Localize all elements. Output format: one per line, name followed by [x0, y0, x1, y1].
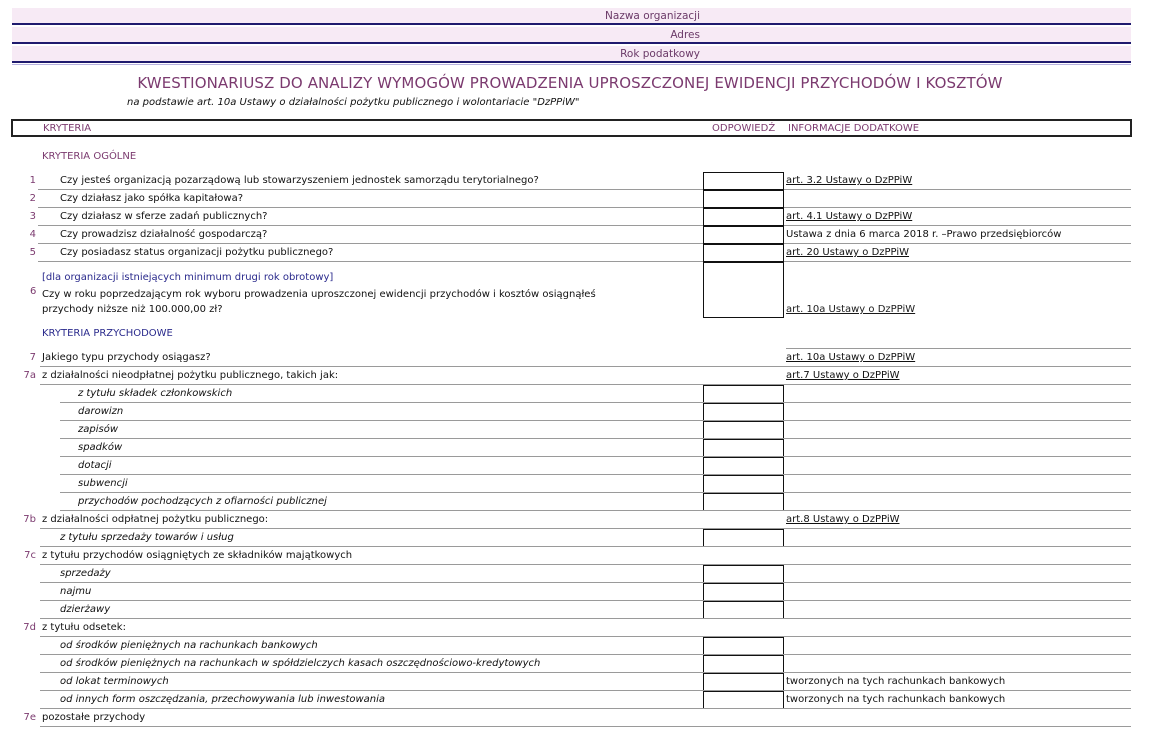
info-link[interactable]: art.8 Ustawy o DzPPiW — [786, 514, 900, 525]
row-number: 7b — [23, 514, 36, 525]
info-link[interactable]: art.7 Ustawy o DzPPiW — [786, 370, 900, 381]
revenue-row — [0, 583, 1155, 601]
row-question: subwencji — [78, 478, 128, 489]
revenue-row — [0, 511, 1155, 529]
info-text: tworzonych na tych rachunkach bankowych — [786, 676, 1006, 687]
address-label: Adres — [670, 29, 700, 41]
section-revenue: KRYTERIA PRZYCHODOWE — [42, 328, 173, 339]
row-question: najmu — [60, 586, 92, 597]
info-text: Ustawa z dnia 6 marca 2018 r. –Prawo przedsiębiorców — [786, 229, 1062, 240]
row-number: 7 — [29, 352, 36, 363]
row-question: z tytułu przychodów osiągniętych ze składników majątkowych — [42, 550, 353, 561]
row-question: Jakiego typu przychody osiągasz? — [42, 352, 211, 363]
row-number: 6 — [30, 286, 37, 297]
criteria-row — [0, 208, 1155, 226]
row-question: od środków pieniężnych na rachunkach bankowych — [60, 640, 318, 651]
row-divider — [38, 261, 703, 262]
row-question: przychodów pochodzących z ofiarności publicznej — [78, 496, 327, 507]
revenue-row — [0, 709, 1155, 727]
revenue-row — [0, 619, 1155, 637]
revenue-row — [0, 457, 1155, 475]
revenue-row — [0, 655, 1155, 673]
row-question: z działalności nieodpłatnej pożytku publicznego, takich jak: — [42, 370, 339, 381]
row-number: 1 — [29, 175, 36, 186]
row-number: 7a — [23, 370, 36, 381]
revenue-row — [0, 601, 1155, 619]
column-criteria: KRYTERIA — [43, 123, 92, 134]
row-divider — [40, 726, 1131, 727]
row-question: dzierżawy — [60, 604, 111, 615]
answer-box[interactable] — [703, 673, 784, 691]
answer-box[interactable] — [703, 565, 784, 583]
row6-question-line2: przychody niższe niż 100.000,00 zł? — [42, 304, 223, 315]
answer-box[interactable] — [703, 421, 784, 439]
answer-box[interactable] — [703, 457, 784, 475]
revenue-row — [0, 385, 1155, 403]
answer-box[interactable] — [703, 172, 784, 190]
column-answer: ODPOWIEDŹ — [712, 123, 776, 134]
page-subtitle: na podstawie art. 10a Ustawy o działalności pożytku publicznego i wolontariacie "DzPPiW" — [127, 97, 580, 108]
row-question: spadków — [78, 442, 123, 453]
row-number: 2 — [29, 193, 36, 204]
info-link[interactable]: art. 10a Ustawy o DzPPiW — [786, 304, 916, 315]
revenue-row — [0, 565, 1155, 583]
row-question: z tytułu składek członkowskich — [78, 388, 233, 399]
org-name-label: Nazwa organizacji — [605, 10, 700, 22]
header-divider — [12, 64, 1131, 65]
row-question: Czy prowadzisz działalność gospodarczą? — [60, 229, 268, 240]
info-link[interactable]: art. 4.1 Ustawy o DzPPiW — [786, 211, 913, 222]
row-question: od środków pieniężnych na rachunkach w spółdzielczych kasach oszczędnościowo-kredytowych — [60, 658, 541, 669]
revenue-row — [0, 367, 1155, 385]
row6-question-line1: Czy w roku poprzedzającym rok wyboru prowadzenia uproszczonej ewidencji przychodów i kosztów osiągnąłeś — [42, 289, 596, 300]
answer-box[interactable] — [703, 439, 784, 457]
tax-year-field[interactable] — [12, 46, 1131, 63]
revenue-row — [0, 421, 1155, 439]
revenue-row — [0, 349, 1155, 367]
answer-box[interactable] — [703, 226, 784, 244]
revenue-row — [0, 475, 1155, 493]
info-link[interactable]: art. 3.2 Ustawy o DzPPiW — [786, 175, 913, 186]
answer-box[interactable] — [703, 190, 784, 208]
row-number: 7c — [24, 550, 36, 561]
answer-box[interactable] — [703, 475, 784, 493]
address-field[interactable] — [12, 27, 1131, 44]
answer-box[interactable] — [703, 601, 784, 619]
info-link[interactable]: art. 20 Ustawy o DzPPiW — [786, 247, 910, 258]
answer-box[interactable] — [703, 655, 784, 673]
column-header — [11, 119, 1132, 137]
row-question: od lokat terminowych — [60, 676, 169, 687]
row-number: 4 — [29, 229, 36, 240]
row-question: z tytułu odsetek: — [42, 622, 126, 633]
answer-box[interactable] — [703, 403, 784, 421]
criteria-row — [0, 172, 1155, 190]
row-question: z tytułu sprzedaży towarów i usług — [60, 532, 234, 543]
info-link[interactable]: art. 10a Ustawy o DzPPiW — [786, 352, 916, 363]
row-question: darowizn — [78, 406, 124, 417]
row-question: Czy działasz jako spółka kapitałowa? — [60, 193, 244, 204]
info-text: tworzonych na tych rachunkach bankowych — [786, 694, 1006, 705]
row6-prefix: [dla organizacji istniejących minimum drugi rok obrotowy] — [42, 272, 334, 283]
row-question: Czy działasz w sferze zadań publicznych? — [60, 211, 268, 222]
revenue-row — [0, 691, 1155, 709]
row-number: 3 — [29, 211, 36, 222]
answer-box[interactable] — [703, 208, 784, 226]
row-question: od innych form oszczędzania, przechowywania lub inwestowania — [60, 694, 386, 705]
org-name-field[interactable] — [12, 8, 1131, 25]
revenue-row — [0, 547, 1155, 565]
row-question: Czy jesteś organizacją pozarządową lub stowarzyszeniem jednostek samorządu terytorialnego? — [60, 175, 539, 186]
row-question: Czy posiadasz status organizacji pożytku publicznego? — [60, 247, 334, 258]
answer-box[interactable] — [703, 691, 784, 709]
revenue-row — [0, 529, 1155, 547]
row-question: zapisów — [78, 424, 119, 435]
answer-box[interactable] — [703, 529, 784, 547]
criteria-row — [0, 226, 1155, 244]
answer-box[interactable] — [703, 262, 784, 318]
answer-box[interactable] — [703, 493, 784, 511]
page-title: KWESTIONARIUSZ DO ANALIZY WYMOGÓW PROWADZENIA UPROSZCZONEJ EWIDENCJI PRZYCHODÓW I KOSZTÓW — [137, 74, 1003, 92]
row-question: dotacji — [78, 460, 112, 471]
revenue-row — [0, 439, 1155, 457]
row-question: pozostałe przychody — [42, 712, 146, 723]
answer-box[interactable] — [703, 637, 784, 655]
row-divider — [784, 261, 1131, 262]
row-number: 7d — [23, 622, 36, 633]
row-question: sprzedaży — [60, 568, 111, 579]
revenue-row — [0, 637, 1155, 655]
row-question: z działalności odpłatnej pożytku publicznego: — [42, 514, 269, 525]
criteria-row — [0, 244, 1155, 262]
column-info: INFORMACJE DODATKOWE — [788, 123, 920, 134]
row-number: 7e — [23, 712, 36, 723]
row-number: 5 — [29, 247, 36, 258]
section-general: KRYTERIA OGÓLNE — [42, 151, 137, 162]
answer-box[interactable] — [703, 583, 784, 601]
revenue-row — [0, 673, 1155, 691]
revenue-row — [0, 493, 1155, 511]
tax-year-label: Rok podatkowy — [620, 48, 700, 60]
criteria-row — [0, 190, 1155, 208]
revenue-row — [0, 403, 1155, 421]
answer-box[interactable] — [703, 244, 784, 262]
answer-box[interactable] — [703, 385, 784, 403]
